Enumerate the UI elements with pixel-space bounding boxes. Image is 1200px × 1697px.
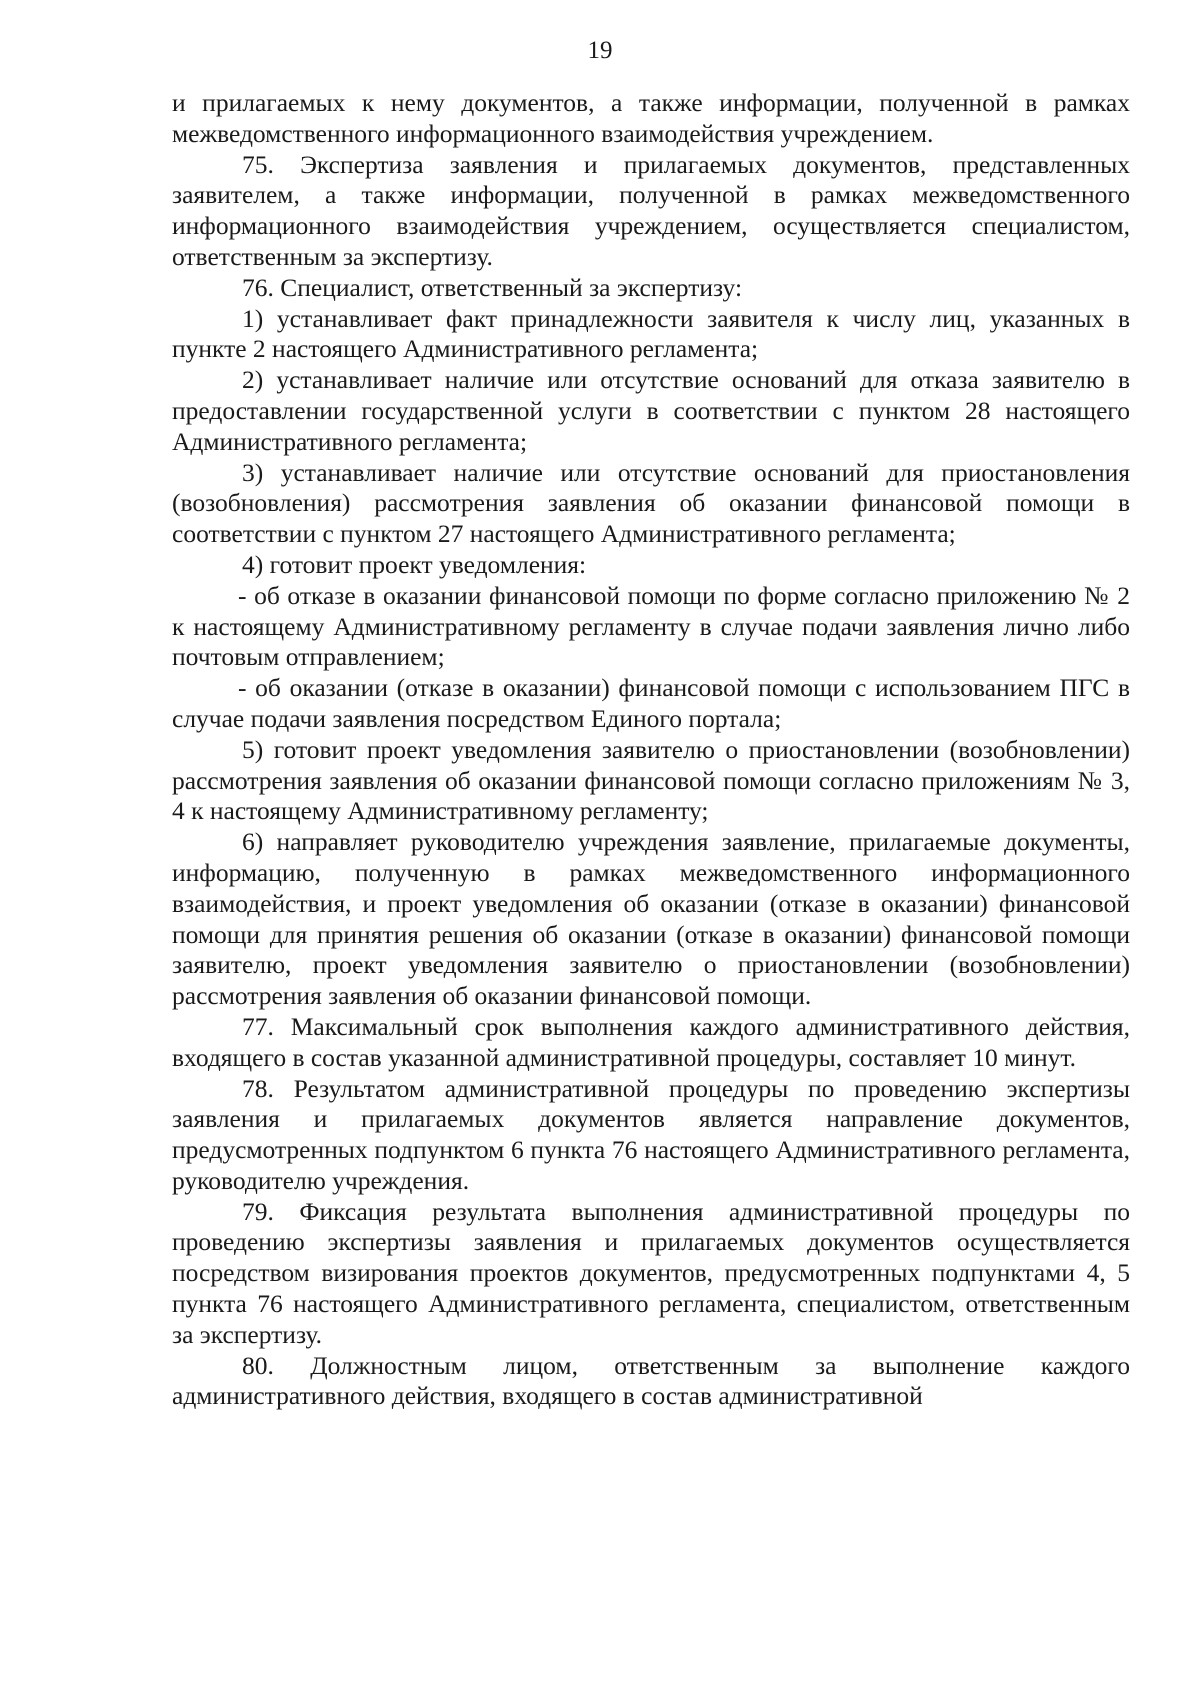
subitem-76-5: 5) готовит проект уведомления заявителю о приостановлении (возобновлении) рассмотрения заявления об оказании финансовой помощи согласно приложениям № 3, 4 к настоящему Административному регламенту; (172, 734, 1130, 826)
paragraph-continuation: и прилагаемых к нему документов, а также информации, полученной в рамках межведомственного информационного взаимодействия учреждением. (172, 88, 1130, 148)
dash-item-pgs: - об оказании (отказе в оказании) финансовой помощи с использованием ПГС в случае подачи заявления посредством Единого портала; (172, 673, 1130, 733)
dash-item-refusal: - об отказе в оказании финансовой помощи по форме согласно приложению № 2 к настоящему Административному регламенту в случае подачи заявления лично либо почтовым отправлением; (172, 580, 1130, 672)
subitem-76-2: 2) устанавливает наличие или отсутствие оснований для отказа заявителю в предоставлении государственной услуги в соответствии с пунктом 28 настоящего Административного регламента; (172, 365, 1130, 456)
subitem-76-3: 3) устанавливает наличие или отсутствие оснований для приостановления (возобновления) рассмотрения заявления об оказании финансовой помощи в соответствии с пунктом 27 настоящего Административного регламента; (172, 457, 1130, 549)
subitem-76-4: 4) готовит проект уведомления: (242, 549, 587, 579)
document-body (172, 88, 1130, 1412)
subitem-76-1: 1) устанавливает факт принадлежности заявителя к числу лиц, указанных в пункте 2 настоящего Административного регламента; (172, 303, 1130, 364)
paragraph-78: 78. Результатом административной процедуры по проведению экспертизы заявления и прилагаемых документов является направление документов, предусмотренных подпунктом 6 пункта 76 настоящего Административного регламента, руководителю учреждения. (172, 1073, 1130, 1195)
paragraph-76: 76. Специалист, ответственный за экспертизу: (242, 272, 743, 302)
paragraph-75: 75. Экспертиза заявления и прилагаемых документов, представленных заявителем, а также информации, полученной в рамках межведомственного информационного взаимодействия учреждением, осуществляется специалистом, ответственным за экспертизу. (172, 149, 1130, 271)
paragraph-80: 80. Должностным лицом, ответственным за выполнение каждого административного действия, входящего в состав административной (172, 1350, 1130, 1411)
page-number: 19 (587, 37, 613, 64)
subitem-76-6: 6) направляет руководителю учреждения заявление, прилагаемые документы, информацию, полученную в рамках межведомственного информационного взаимодействия, и проект уведомления об оказании (отказе в оказании) финансовой помощи для принятия решения об оказании (отказе в оказании) финансовой помощи заявителю, проект уведомления заявителю о приостановлении (возобновлении) рассмотрения заявления об оказании финансовой помощи. (172, 827, 1130, 1011)
paragraph-77: 77. Максимальный срок выполнения каждого административного действия, входящего в состав указанной административной процедуры, составляет 10 минут. (172, 1011, 1130, 1072)
paragraph-79: 79. Фиксация результата выполнения административной процедуры по проведению экспертизы заявления и прилагаемых документов осуществляется посредством визирования проектов документов, предусмотренных подпунктами 4, 5 пункта 76 настоящего Административного регламента, специалистом, ответственным за экспертизу. (172, 1196, 1130, 1349)
